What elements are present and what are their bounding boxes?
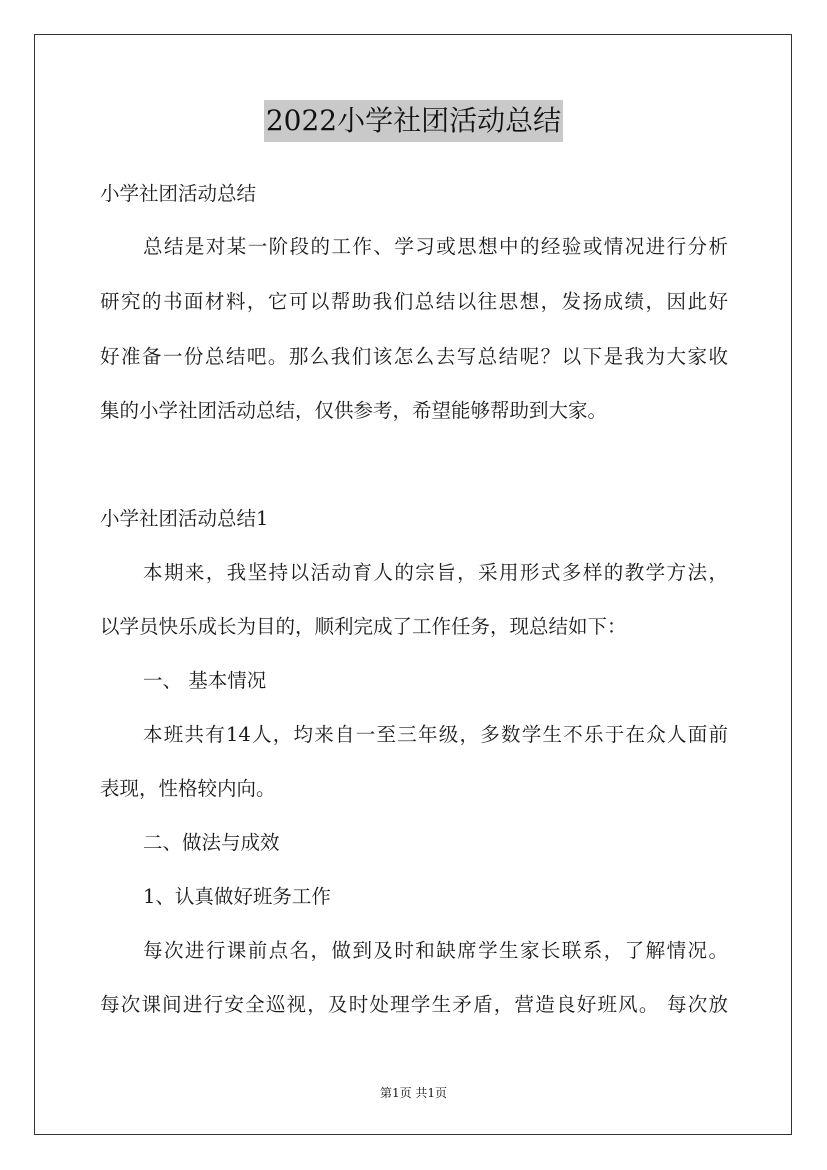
document-title: 2022小学社团活动总结 xyxy=(264,100,563,142)
paragraph-line: 表现，性格较内向。 xyxy=(100,777,276,800)
paragraph-line: 本期来，我坚持以活动育人的宗旨，采用形式多样的教学方法， xyxy=(143,561,728,584)
paragraph-line: 本班共有14人，均来自一至三年级，多数学生不乐于在众人面前 xyxy=(143,723,728,746)
subheading-methods: 二、做法与成效 xyxy=(143,831,280,854)
paragraph-line: 以学员快乐成长为目的，顺利完成了工作任务，现总结如下： xyxy=(100,615,627,638)
subheading-basic-info: 一、 基本情况 xyxy=(143,669,267,692)
paragraph-line: 每次进行课前点名，做到及时和缺席学生家长联系，了解情况。 xyxy=(143,939,728,962)
section-heading: 小学社团活动总结 xyxy=(100,182,257,205)
paragraph-line: 总结是对某一阶段的工作、学习或思想中的经验或情况进行分析 xyxy=(143,235,728,258)
page-footer: 第1页 共1页 xyxy=(379,1086,448,1100)
section-heading: 小学社团活动总结1 xyxy=(100,507,269,530)
paragraph-line: 好准备一份总结吧。那么我们该怎么去写总结呢？以下是我为大家收 xyxy=(100,345,728,368)
title-container xyxy=(0,100,827,142)
paragraph-line: 集的小学社团活动总结，仅供参考，希望能够帮助到大家。 xyxy=(100,399,608,422)
paragraph-line: 每次课间进行安全巡视，及时处理学生矛盾，营造良好班风。 每次放 xyxy=(100,993,728,1016)
paragraph-line: 研究的书面材料，它可以帮助我们总结以往思想，发扬成绩，因此好 xyxy=(100,290,728,313)
subheading-class-affairs: 1、认真做好班务工作 xyxy=(143,885,331,908)
